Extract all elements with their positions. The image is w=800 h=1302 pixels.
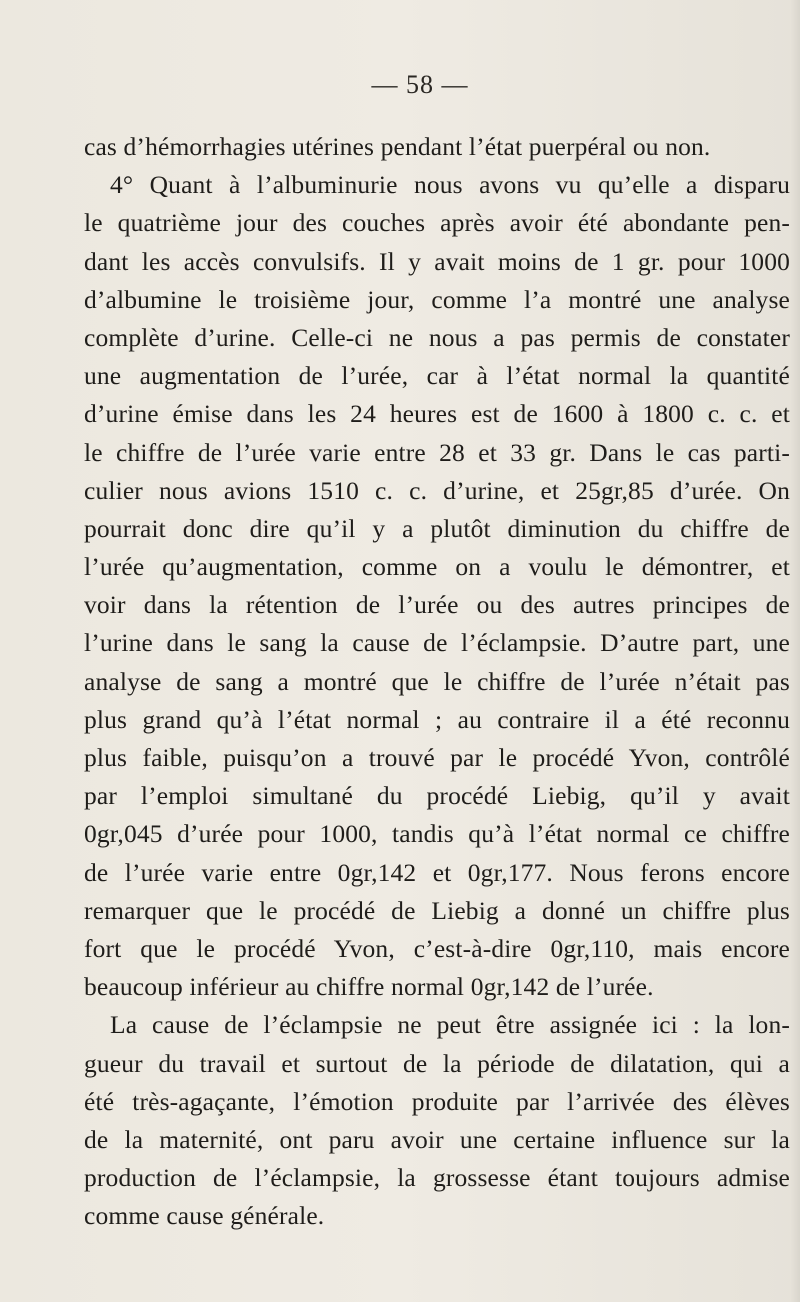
text-line: complète d’urine. Celle-ci ne nous a pas permis de constater <box>84 322 790 352</box>
body-text <box>84 128 790 1235</box>
text-line: d’urine émise dans les 24 heures est de 1600 à 1800 c. c. et <box>84 399 790 429</box>
text-line: production de l’éclampsie, la grossesse étant toujours admise <box>84 1163 790 1193</box>
text-line: par l’emploi simultané du procédé Liebig, qu’il y avait <box>84 781 790 811</box>
text-line: l’urine dans le sang la cause de l’éclampsie. D’autre part, une <box>84 628 790 658</box>
text-line: l’urée qu’augmentation, comme on a voulu le démontrer, et <box>84 552 790 582</box>
text-line: cas d’hémorrhagies utérines pendant l’état puerpéral ou non. <box>84 132 711 161</box>
text-line: le quatrième jour des couches après avoir été abondante pen- <box>84 208 790 238</box>
text-line: plus grand qu’à l’état normal ; au contraire il a été reconnu <box>84 704 790 734</box>
text-line: pourrait donc dire qu’il y a plutôt diminution du chiffre de <box>84 513 790 543</box>
text-line: été très-agaçante, l’émotion produite par l’arrivée des élèves <box>84 1086 790 1116</box>
page-number: — 58 — <box>371 70 469 99</box>
text-line: une augmentation de l’urée, car à l’état normal la quantité <box>84 361 790 391</box>
text-line: 0gr,045 d’urée pour 1000, tandis qu’à l’état normal ce chiffre <box>84 819 790 849</box>
text-line: comme cause générale. <box>84 1201 325 1231</box>
text-line: fort que le procédé Yvon, c’est-à-dire 0gr,110, mais encore <box>84 933 790 963</box>
text-line: voir dans la rétention de l’urée ou des autres principes de <box>84 590 790 620</box>
text-line: dant les accès convulsifs. Il y avait moins de 1 gr. pour 1000 <box>84 246 790 276</box>
text-line: plus faible, puisqu’on a trouvé par le procédé Yvon, contrôlé <box>84 743 790 772</box>
text-line: beaucoup inférieur au chiffre normal 0gr,142 de l’urée. <box>84 972 654 1002</box>
text-line: d’albumine le troisième jour, comme l’a montré une analyse <box>84 284 790 314</box>
text-line: culier nous avions 1510 c. c. d’urine, et 25gr,85 d’urée. On <box>84 475 790 505</box>
page-edge-shadow <box>790 0 800 1302</box>
text-line: de la maternité, ont paru avoir une certaine influence sur la <box>84 1124 790 1154</box>
text-line: remarquer que le procédé de Liebig a donné un chiffre plus <box>84 895 790 925</box>
text-line: de l’urée varie entre 0gr,142 et 0gr,177. Nous ferons encore <box>84 857 790 887</box>
text-line: le chiffre de l’urée varie entre 28 et 33 gr. Dans le cas parti- <box>84 437 790 467</box>
text-line: La cause de l’éclampsie ne peut être assignée ici : la lon- <box>110 1010 790 1040</box>
text-line: gueur du travail et surtout de la période de dilatation, qui a <box>84 1048 790 1078</box>
text-line: analyse de sang a montré que le chiffre de l’urée n’était pas <box>84 666 790 696</box>
text-line: 4° Quant à l’albuminurie nous avons vu qu’elle a disparu <box>110 170 790 200</box>
